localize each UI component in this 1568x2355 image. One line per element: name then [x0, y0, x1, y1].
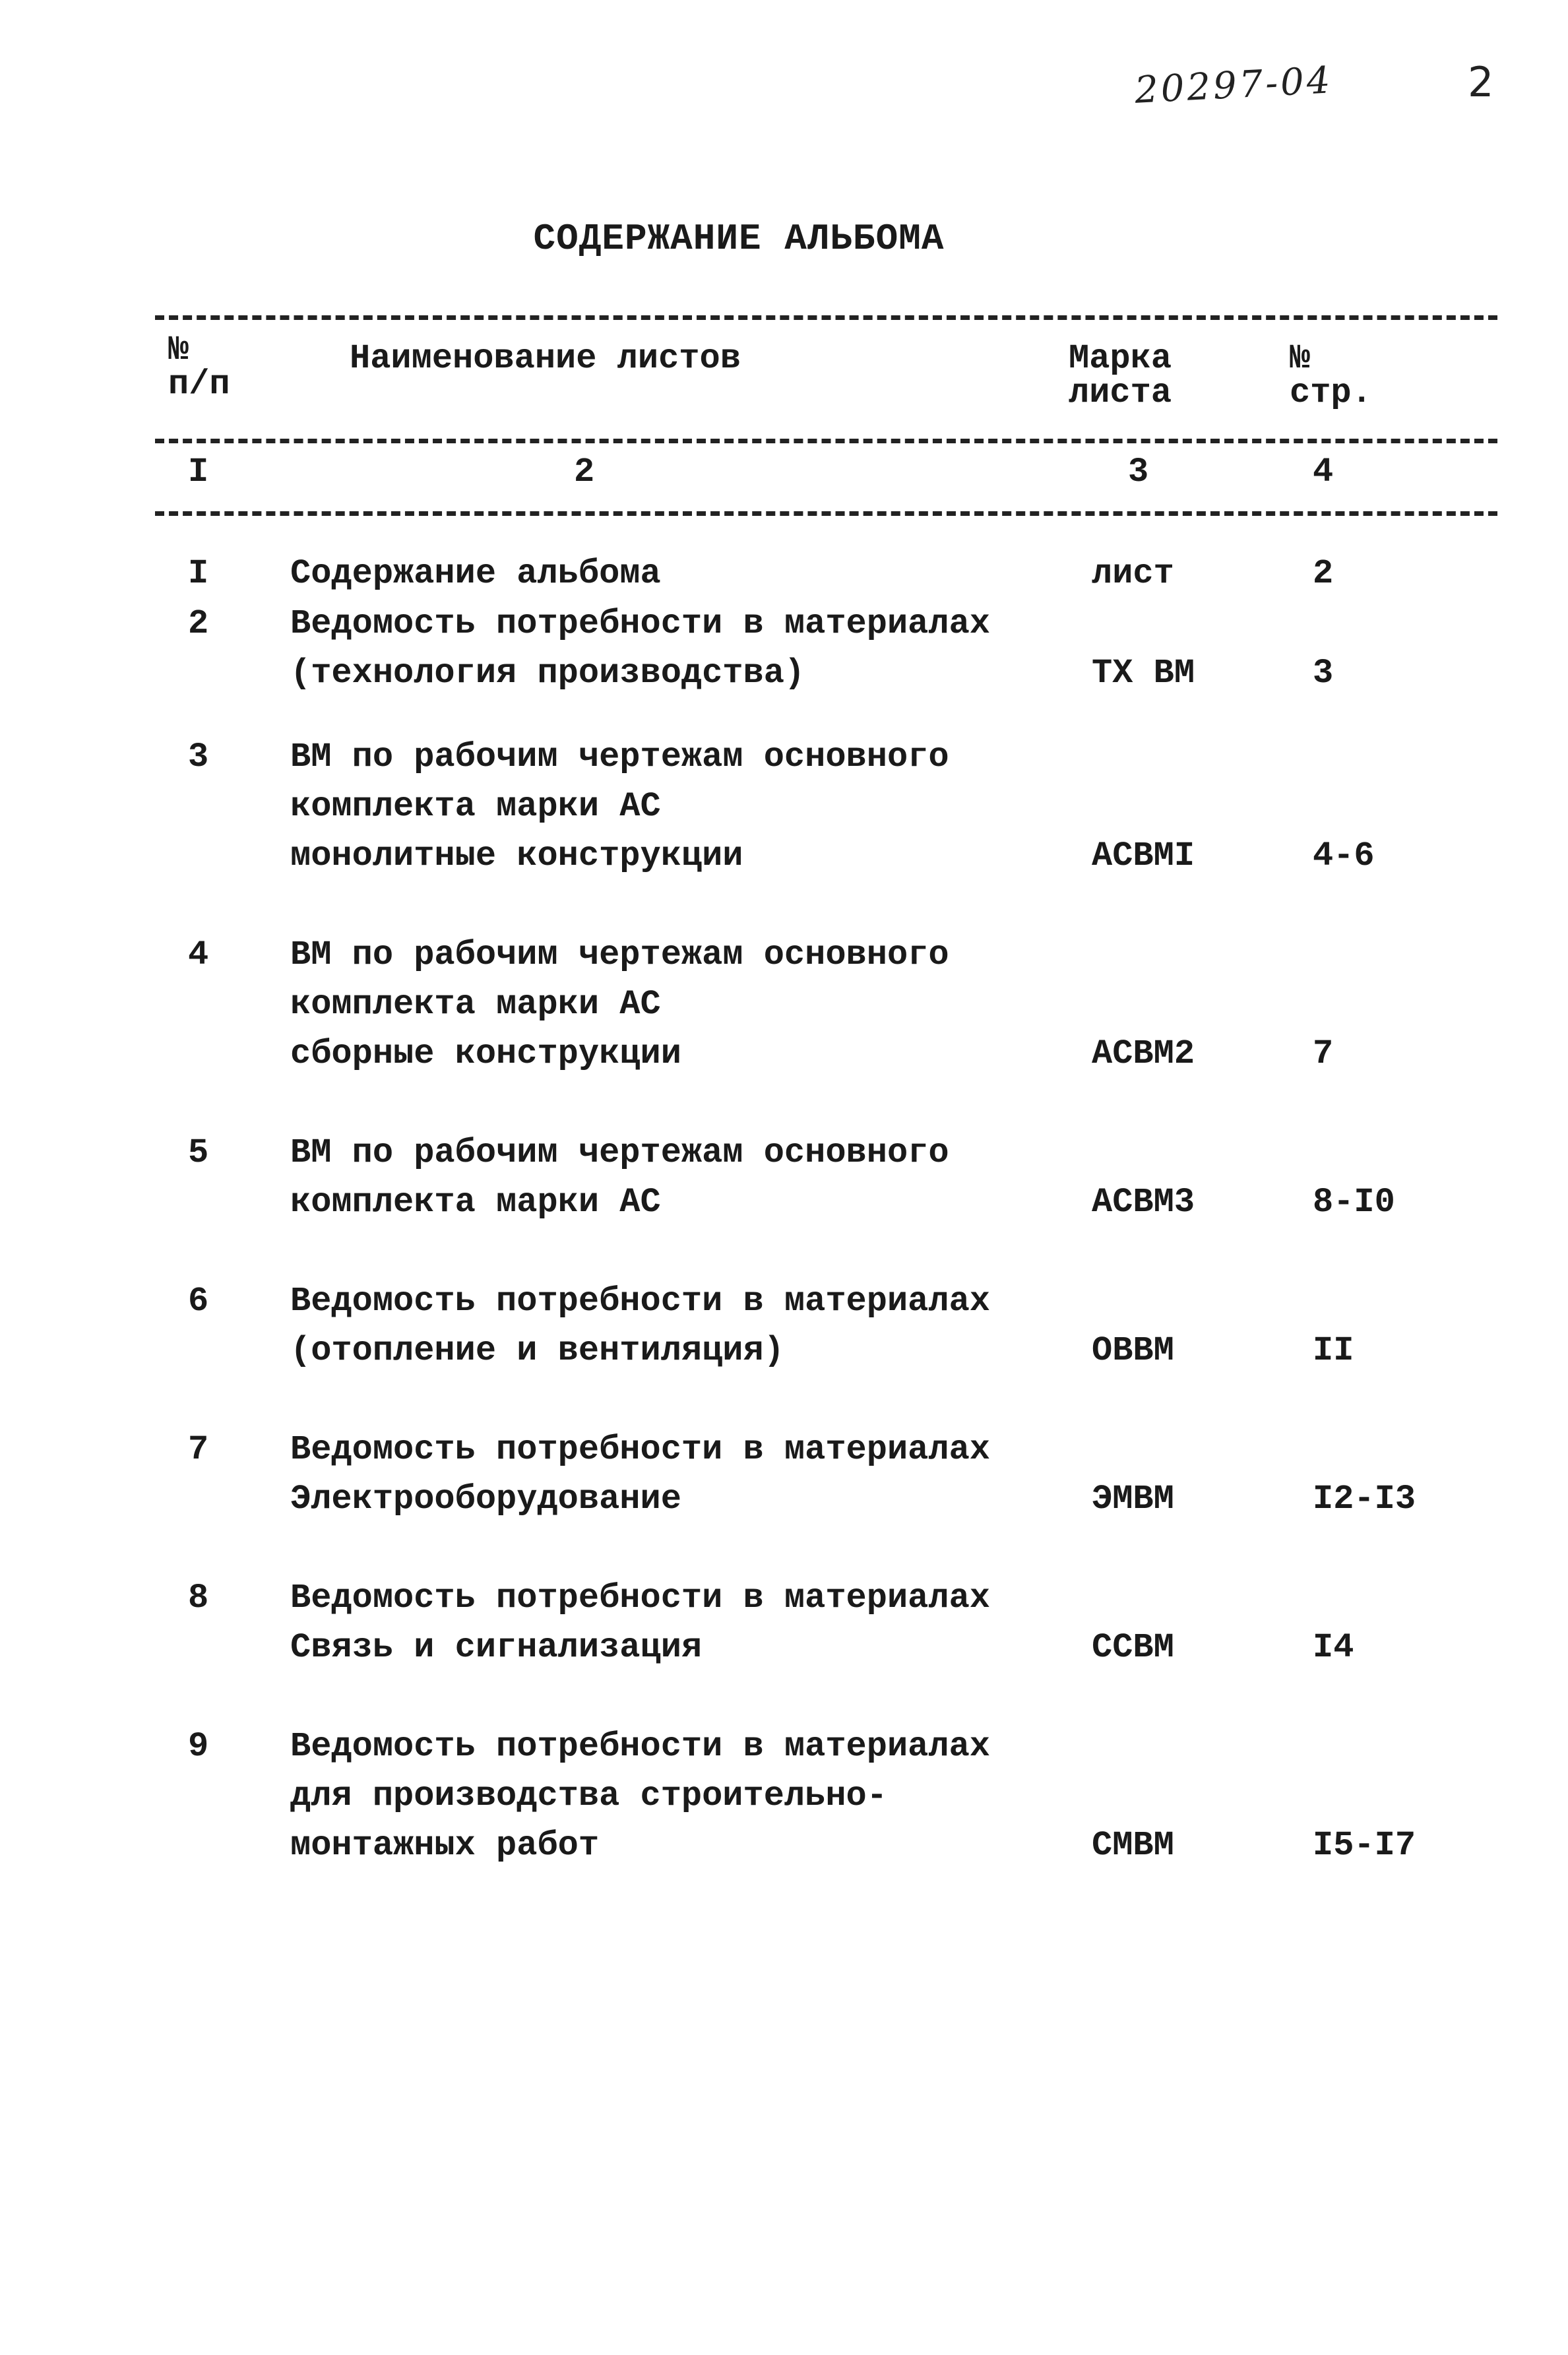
row-page: II	[1313, 1331, 1354, 1370]
row-name: Ведомость потребности в материалах (технология производства)	[290, 604, 990, 693]
row-mark: АСВМ2	[1092, 1034, 1195, 1073]
column-index-4: 4	[1313, 453, 1334, 491]
row-number: 7	[188, 1430, 209, 1469]
column-index-3: 3	[1128, 453, 1149, 491]
row-number: 4	[188, 935, 209, 974]
row-mark: ССВМ	[1092, 1628, 1174, 1667]
column-index-1: I	[188, 453, 209, 491]
row-number: 9	[188, 1727, 209, 1766]
row-number: 8	[188, 1579, 209, 1617]
row-name: Содержание альбома	[290, 554, 661, 593]
row-name: Ведомость потребности в материалах для производства строительно- монтажных работ	[290, 1727, 990, 1865]
column-index-divider	[155, 511, 1497, 516]
handwritten-doc-number: 20297-04	[1133, 59, 1334, 112]
header-page: № стр.	[1290, 339, 1372, 412]
row-mark: лист	[1092, 554, 1174, 593]
row-mark: СМВМ	[1092, 1826, 1174, 1865]
row-number: 6	[188, 1282, 209, 1321]
row-number: 2	[188, 604, 209, 643]
header-mark: Марка листа	[1069, 339, 1172, 412]
row-mark: ОВВМ	[1092, 1331, 1174, 1370]
row-page: 3	[1313, 654, 1334, 693]
row-number: 3	[188, 738, 209, 776]
row-mark: АСВМ3	[1092, 1183, 1195, 1222]
row-page: I2-I3	[1313, 1480, 1416, 1519]
row-page: I5-I7	[1313, 1826, 1416, 1865]
page-title: СОДЕРЖАНИЕ АЛЬБОМА	[533, 218, 945, 260]
row-mark: ТХ ВМ	[1092, 654, 1195, 693]
row-name: Ведомость потребности в материалах Связь и сигнализация	[290, 1579, 990, 1667]
header-num: № п/п	[168, 330, 230, 404]
column-index-2: 2	[574, 453, 595, 491]
row-page: 4-6	[1313, 836, 1375, 875]
row-page: 8-I0	[1313, 1183, 1395, 1222]
row-name: ВМ по рабочим чертежам основного комплекта марки АС	[290, 1133, 949, 1222]
header-name: Наименование листов	[350, 339, 741, 378]
row-page: 7	[1313, 1034, 1334, 1073]
row-name: Ведомость потребности в материалах (отопление и вентиляция)	[290, 1282, 990, 1370]
page-number: 2	[1468, 58, 1494, 106]
row-name: ВМ по рабочим чертежам основного комплекта марки АС монолитные конструкции	[290, 738, 949, 875]
row-name: Ведомость потребности в материалах Электрооборудование	[290, 1430, 990, 1519]
header-divider	[155, 439, 1497, 443]
row-page: 2	[1313, 554, 1334, 593]
row-mark: АСВМI	[1092, 836, 1195, 875]
row-page: I4	[1313, 1628, 1354, 1667]
table-top-divider	[155, 315, 1497, 320]
row-name: ВМ по рабочим чертежам основного комплекта марки АС сборные конструкции	[290, 935, 949, 1073]
row-number: I	[188, 554, 209, 593]
row-number: 5	[188, 1133, 209, 1172]
row-mark: ЭМВМ	[1092, 1480, 1174, 1519]
